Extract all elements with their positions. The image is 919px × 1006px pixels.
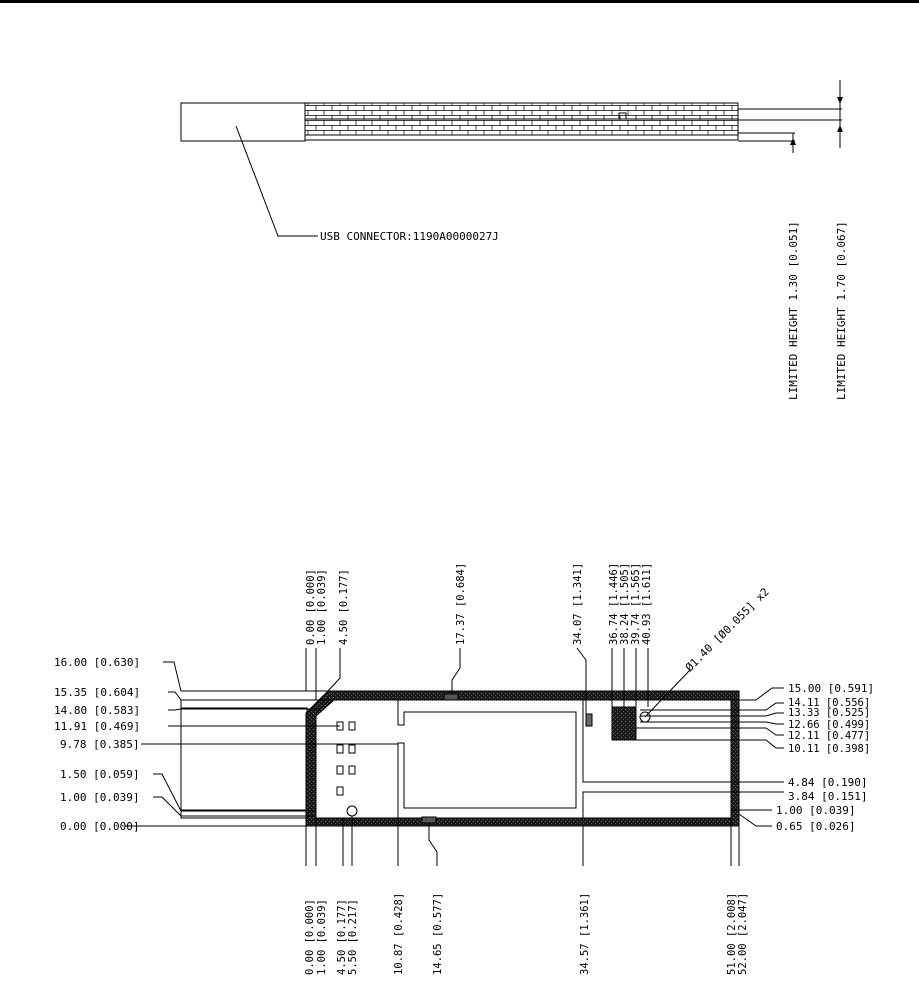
left-dim-label: 1.50 [0.059] [60,768,140,781]
side-view [181,80,848,400]
bottom-dim-label: 5.50 [0.217] [347,899,359,975]
left-dim-label: 1.00 [0.039] [60,791,140,804]
bottom-dim-label: 0.00 [0.000] [304,899,316,975]
top-dim-label: 4.50 [0.177] [338,569,350,645]
hole-note: Ø1.40 [Ø0.055] x2 [682,585,772,675]
top-dim-label: 36.74 [1.446] [608,562,620,645]
top-dim-label: 38.24 [1.505] [619,562,631,645]
connector-label: USB CONNECTOR:1190A0000027J [320,230,499,243]
top-dim-label: 40.93 [1.611] [641,562,653,645]
top-dim-label: 34.07 [1.341] [572,562,584,645]
right-dim-label: 1.00 [0.039] [776,804,856,817]
left-dim-label: 14.80 [0.583] [54,704,141,717]
bottom-dim-label: 51.00 [2.008] [726,892,738,975]
right-dim-label: 0.65 [0.026] [776,820,856,833]
right-dim-label: 3.84 [0.151] [788,790,868,803]
bottom-dim-label: 34.57 [1.361] [579,892,591,975]
top-view [54,563,874,975]
side-component [586,714,592,726]
bottom-component [422,817,436,823]
left-dim-label: 11.91 [0.469] [54,720,141,733]
usb-connector-body [181,103,305,141]
left-dim-label: 16.00 [0.630] [54,656,141,669]
left-dim-label: 0.00 [0.000] [60,820,140,833]
bottom-dim-label: 1.00 [0.039] [316,899,328,975]
left-dim-label: 9.78 [0.385] [60,738,140,751]
top-dim-label: 1.00 [0.039] [316,569,328,645]
bottom-dimensions [304,816,749,975]
bottom-dim-label: 4.50 [0.177] [336,899,348,975]
right-dim-label: 15.00 [0.591] [788,682,875,695]
right-dim-label: 12.11 [0.477] [788,730,871,742]
top-dim-label: 39.74 [1.565] [630,562,642,645]
connector-leader [236,126,318,236]
left-dim-label: 15.35 [0.604] [54,686,141,699]
right-dim-label: 4.84 [0.190] [788,776,868,789]
bottom-dim-label: 52.00 [2.047] [737,892,749,975]
right-dim-label: 12.66 [0.499] [788,719,871,731]
height-high-label: LIMITED HEIGHT 1.70 [0.067] [835,221,848,400]
top-dim-label: 0.00 [0.000] [305,569,317,645]
right-dim-label: 10.11 [0.398] [788,743,871,755]
top-dim-label: 17.37 [0.684] [455,562,467,645]
top-component [444,694,458,700]
pcb-inner [316,700,731,818]
right-dim-label: 14.11 [0.556] [788,697,871,709]
bottom-dim-label: 10.87 [0.428] [393,892,405,975]
chip [612,707,636,740]
usb-connector-outline [181,708,307,810]
bottom-dim-label: 14.65 [0.577] [432,892,444,975]
right-dim-label: 13.33 [0.525] [788,707,871,719]
height-low-label: LIMITED HEIGHT 1.30 [0.051] [787,221,800,400]
